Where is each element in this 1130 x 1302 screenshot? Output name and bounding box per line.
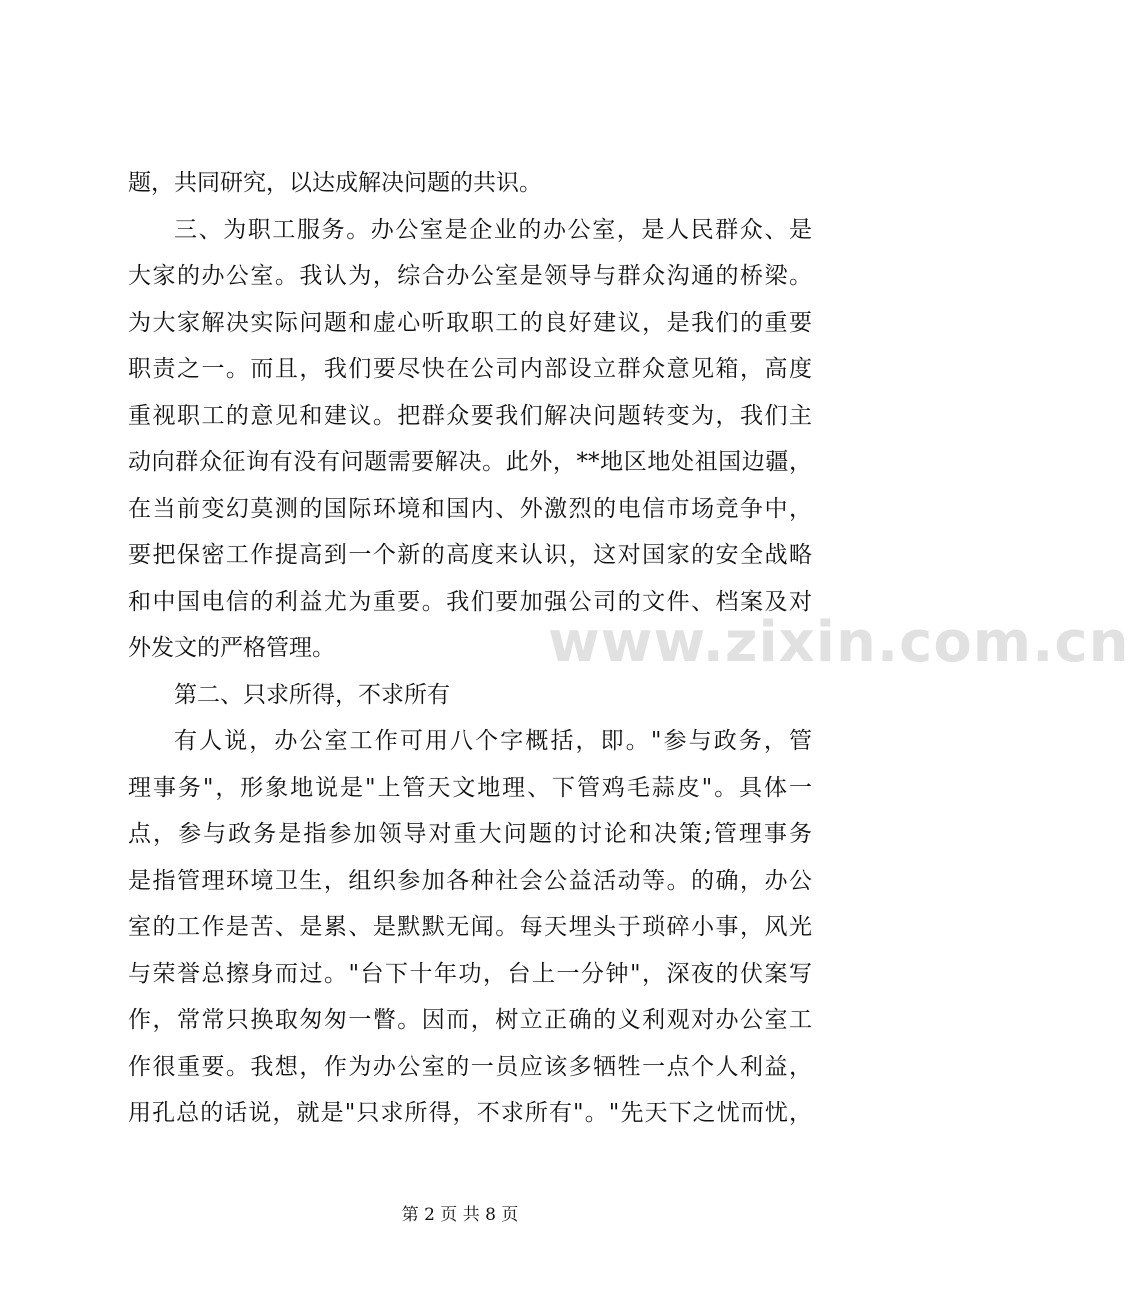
paragraph-line: 作，常常只换取匆匆一瞥。因而，树立正确的义利观对办公室工 bbox=[128, 1007, 812, 1033]
paragraph-line: 有人说，办公室工作可用八个字概括，即。"参与政务，管 bbox=[174, 728, 812, 754]
paragraph-line: 动向群众征询有没有问题需要解决。此外，**地区地处祖国边疆， bbox=[128, 449, 812, 475]
paragraph-line: 职责之一。而且，我们要尽快在公司内部设立群众意见箱，高度 bbox=[128, 356, 812, 382]
paragraph-line: 重视职工的意见和建议。把群众要我们解决问题转变为，我们主 bbox=[128, 402, 812, 429]
watermark: www.zixin.com.cn bbox=[548, 610, 1130, 675]
paragraph-line: 外发文的严格管理。 bbox=[128, 635, 335, 661]
page-number: 第 2 页 共 8 页 bbox=[401, 1205, 519, 1225]
paragraph-line: 三、为职工服务。办公室是企业的办公室，是人民群众、是 bbox=[174, 216, 812, 243]
paragraph-line: 大家的办公室。我认为，综合办公室是领导与群众沟通的桥梁。 bbox=[128, 263, 812, 289]
paragraph-line: 为大家解决实际问题和虚心听取职工的良好建议，是我们的重要 bbox=[128, 309, 812, 336]
paragraph-line: 和中国电信的利益尤为重要。我们要加强公司的文件、档案及对 bbox=[128, 588, 812, 615]
paragraph-line: 点，参与政务是指参加领导对重大问题的讨论和决策;管理事务 bbox=[128, 821, 812, 847]
paragraph-line: 理事务"，形象地说是"上管天文地理、下管鸡毛蒜皮"。具体一 bbox=[128, 774, 812, 801]
paragraph-line: 用孔总的话说，就是"只求所得，不求所有"。"先天下之忧而忧， bbox=[128, 1100, 812, 1126]
paragraph-line: 在当前变幻莫测的国际环境和国内、外激烈的电信市场竞争中， bbox=[128, 495, 812, 522]
paragraph-line: 室的工作是苦、是累、是默默无闻。每天埋头于琐碎小事，风光 bbox=[128, 914, 812, 940]
paragraph-line: 要把保密工作提高到一个新的高度来认识，这对国家的安全战略 bbox=[128, 542, 812, 568]
paragraph-line: 题，共同研究，以达成解决问题的共识。 bbox=[128, 170, 542, 196]
paragraph-line: 作很重要。我想，作为办公室的一员应该多牺牲一点个人利益， bbox=[128, 1053, 812, 1080]
paragraph-line: 与荣誉总擦身而过。"台下十年功，台上一分钟"，深夜的伏案写 bbox=[128, 960, 812, 987]
section-heading: 第二、只求所得，不求所有 bbox=[174, 681, 450, 708]
paragraph-line: 是指管理环境卫生，组织参加各种社会公益活动等。的确，办公 bbox=[128, 867, 812, 894]
